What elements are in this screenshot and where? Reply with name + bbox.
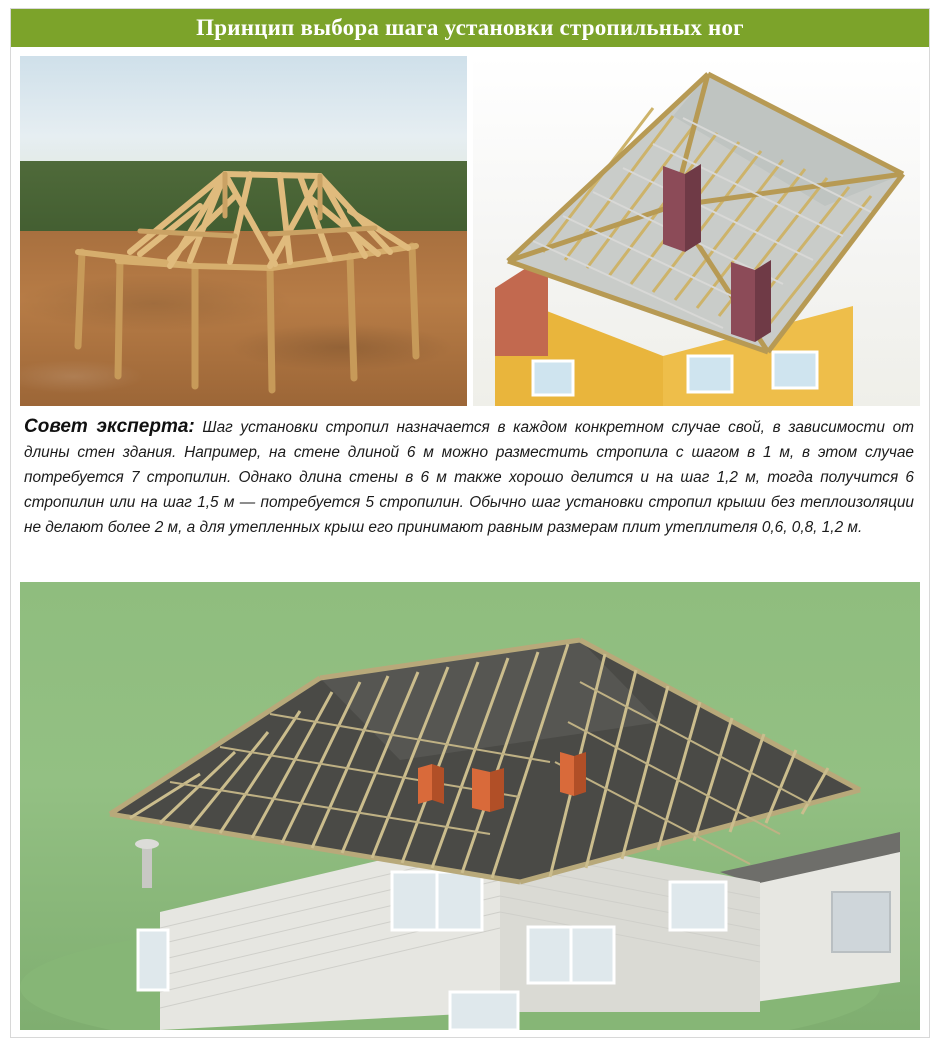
timber-roof-frame-photo <box>20 56 467 406</box>
top-image-row <box>20 56 920 406</box>
page-title: Принцип выбора шага установки стропильных ног <box>196 15 744 40</box>
expert-tip-block <box>24 414 914 582</box>
roof-truss-3d-model <box>473 56 920 406</box>
render-illustration <box>20 582 920 1030</box>
house-rafter-system-render <box>20 582 920 1030</box>
expert-tip-text: Шаг установки стропил назначается в каждом конкретном случае свой, в зависимости от длины стен здания. Например, на стене длиной 6 м можно разместить стропила с шагом в 1 м, в этом случае потребуется 7 стропилин. Однако длина стены в 6 м также хорошо делится и на шаг 1,2 м, тогда получится 6 стропилин или на шаг 1,5 м — потребуется 5 стропилин. Обычно шаг установки стропил крыши без теплоизоляции не делают более 2 м, а для утепленных крыш его принимают равным размерам плит утеплителя 0,6, 0,8, 1,2 м. <box>24 419 914 536</box>
roof-model-illustration <box>473 56 920 406</box>
expert-tip-label: Совет эксперта: <box>24 416 195 437</box>
page-title-bar <box>11 9 929 47</box>
timber-frame-illustration <box>20 56 467 406</box>
